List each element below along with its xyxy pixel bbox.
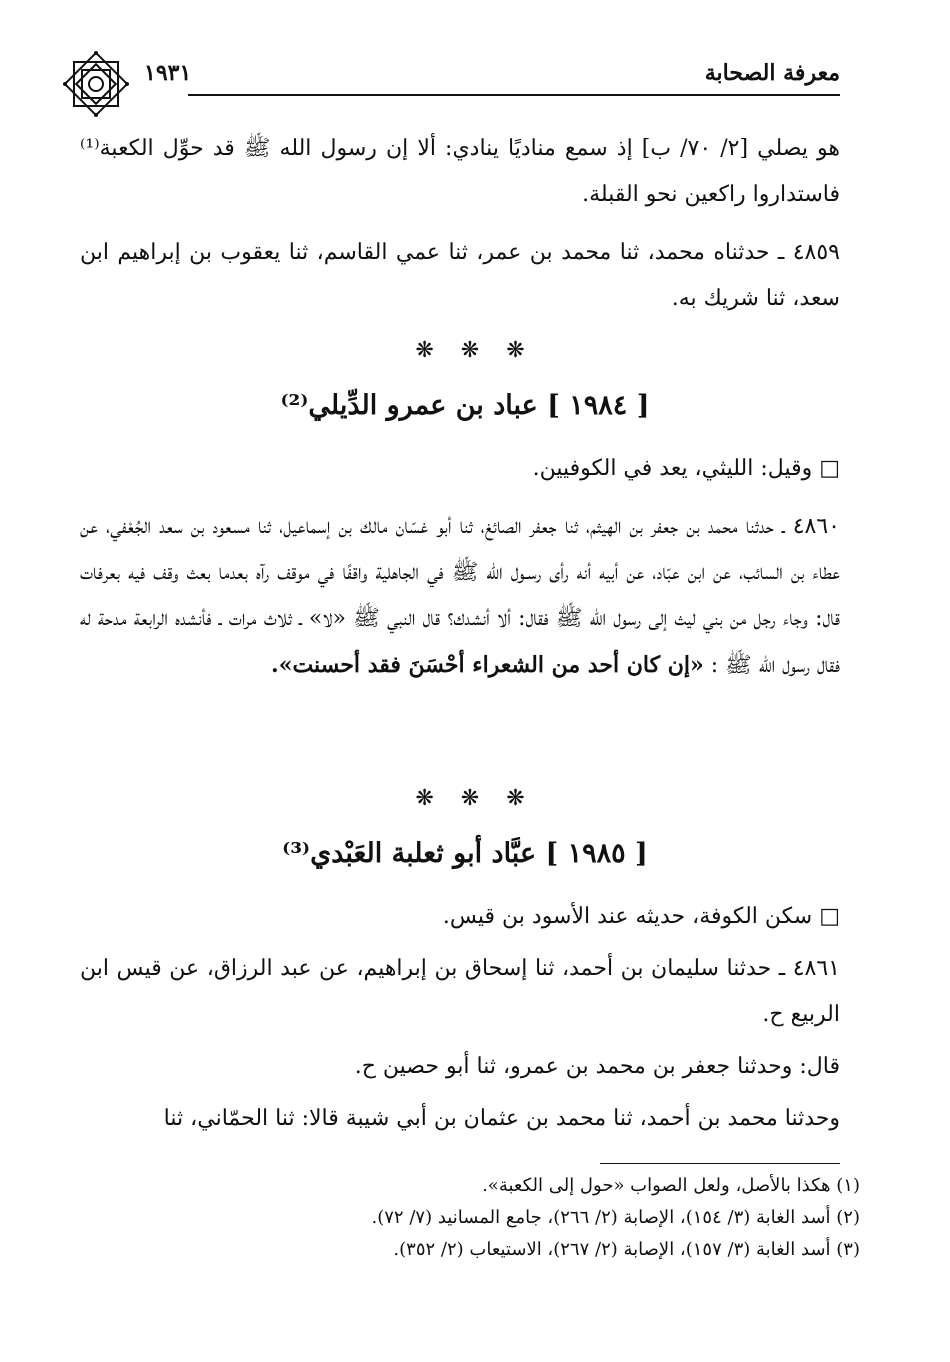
paragraph-continuation: هو يصلي [٢/ ٧٠/ ب] إذ سمع مناديًا ينادي: ألا إن رسول الله ﷺ قد حوِّل الكعبة⁽¹⁾ فاستداروا راكعين نحو القبلة.: [80, 136, 840, 207]
running-title: معرفة الصحابة: [704, 60, 840, 86]
page-header: [60, 48, 840, 108]
footnotes: [260, 1170, 860, 1266]
entry-note: □ سكن الكوفة، حديثه عند الأسود بن قيس.: [442, 904, 840, 929]
footnote-rule: [600, 1163, 840, 1164]
hadith-chain-2: قال: وحدثنا جعفر بن محمد بن عمرو، ثنا أبو حصين ح.: [354, 1054, 840, 1079]
hadith-4859: ٤٨٥٩ ـ حدثناه محمد، ثنا محمد بن عمر، ثنا عمي القاسم، ثنا يعقوب بن إبراهيم ابن سعد، ثنا شريك به.: [80, 240, 840, 311]
octagram-ornament-icon: [60, 48, 132, 120]
footnote-2: (٢) أسد الغابة (٣/ ١٥٤)، الإصابة (٢/ ٢٦٦)، جامع المسانيد (٧/ ٧٢).: [371, 1207, 860, 1228]
hadith-4860: [80, 504, 840, 689]
entry-1984-body: [80, 446, 840, 689]
footnote-3: (٣) أسد الغابة (٣/ ١٥٧)، الإصابة (٢/ ٢٦٧)، الاستيعاب (٢/ ٣٥٢).: [393, 1239, 860, 1260]
opening-paragraphs: [80, 126, 840, 322]
header-rule: [188, 94, 840, 96]
section-separator: ❋ ❋ ❋: [415, 338, 535, 363]
hadith-4861: ٤٨٦١ ـ حدثنا سليمان بن أحمد، ثنا إسحاق بن إبراهيم، عن عبد الرزاق، عن قيس ابن الربيع ح.: [80, 956, 840, 1027]
entry-title-1984: [ ١٩٨٤ ] عباد بن عمرو الدِّيلي⁽²⁾: [280, 390, 650, 421]
page-number: ١٩٣١: [144, 60, 192, 86]
hadith-quote-bold: «إن كان أحد من الشعراء أحْسَنَ فقد أحسنت».: [271, 652, 704, 678]
section-separator: ❋ ❋ ❋: [415, 786, 535, 811]
entry-note: □ وقيل: الليثي، يعد في الكوفيين.: [532, 456, 840, 481]
hadith-text: ٤٨٦٠ ـ حدثنا محمد بن جعفر بن الهيثم، ثنا جعفر الصائغ، ثنا أبو غسّان مالك بن إسماعيل، ثنا مسعود بن سعد الجُعْفي، عن عطاء بن السائب، عن ابن عبّاد، عن أبيه أنه رأى رسـول الله ﷺ في الجاهلية واقفًا في موقف رآه بعدما بعث وقف فيه بعرفات قال: وجاء رجل من بني ليث إلى رسول الله ﷺ فقال: ألا أنشدك؟ قال النبي ﷺ «لا» ـ ثلاث مرات ـ فأنشده الرابعة مدحة له فقال رسول الله ﷺ :: [80, 514, 840, 678]
entry-title-1985: [ ١٩٨٥ ] عبَّاد أبو ثعلبة العَبْدي⁽³⁾: [282, 838, 648, 869]
entry-1985-body: [80, 894, 840, 1142]
hadith-chain-3: وحدثنا محمد بن أحمد، ثنا محمد بن عثمان بن أبي شيبة قالا: ثنا الحمّاني، ثنا: [163, 1106, 840, 1131]
footnote-1: (١) هكذا بالأصل، ولعل الصواب «حول إلى الكعبة».: [482, 1175, 860, 1196]
